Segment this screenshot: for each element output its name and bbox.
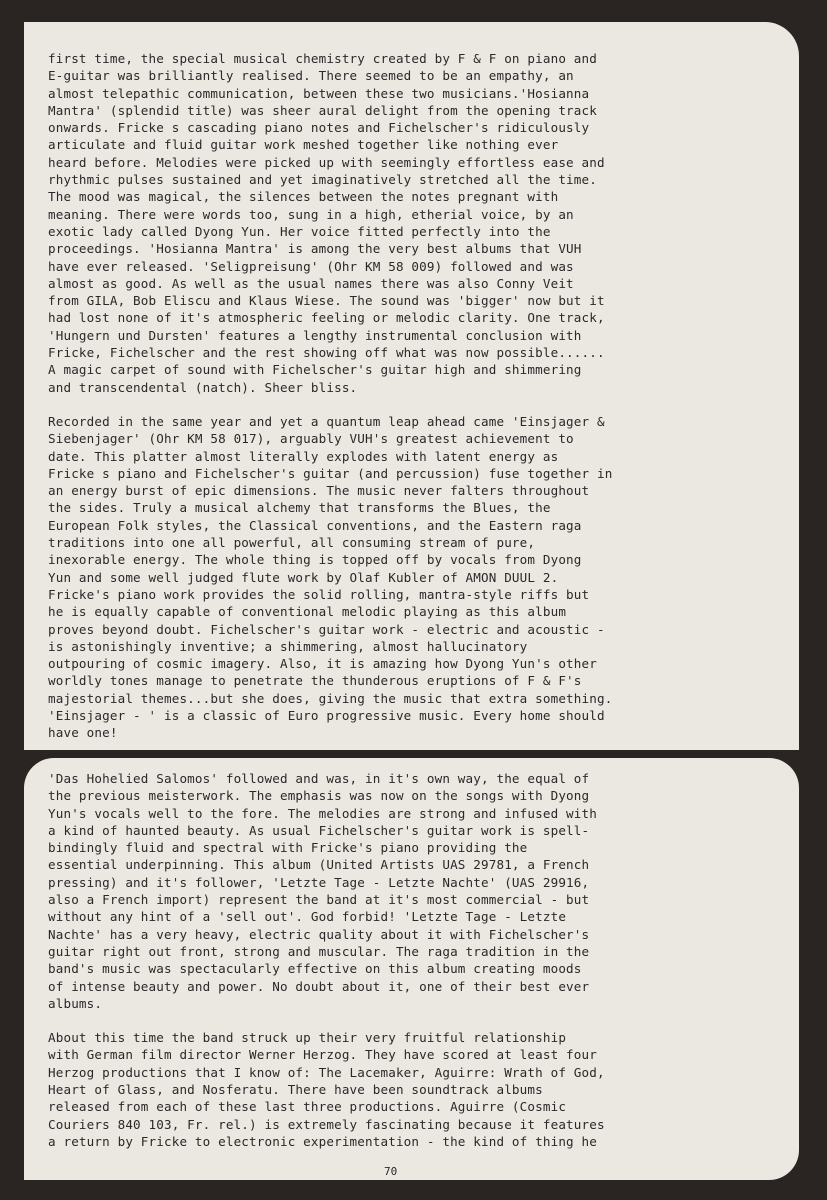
paragraph-gap [48,396,785,413]
article-paragraph-2: Recorded in the same year and yet a quantum leap ahead came 'Einsjager & Siebenjager' (Ohr KM 58 017), arguably VUH's greatest achievement to date. This platter almost literally explodes with latent energy as Fricke s piano and Fichelscher's guitar (and percussion) fuse together in an energy burst of epic dimensions. The music never falters throughout the sides. Truly a musical alchemy that transforms the Blues, the European Folk styles, the Classical conventions, and the Eastern raga traditions into one all powerful, all consuming stream of pure, inexorable energy. The whole thing is topped off by vocals from Dyong Yun and some well judged flute work by Olaf Kubler of AMON DUUL 2. Fricke's piano work provides the solid rolling, mantra-style riffs but he is equally capable of conventional melodic playing as this album proves beyond doubt. Fichelscher's guitar work - electric and acoustic - is astonishingly inventive; a shimmering, almost hallucinatory outpouring of cosmic imagery. Also, it is amazing how Dyong Yun's other worldly tones manage to penetrate the thunderous eruptions of F & F's majestorial themes...but she does, giving the music that extra something. 'Einsjager - ' is a classic of Euro progressive music. Every home should have one! [48,413,613,741]
page-number: 70 [384,1165,398,1178]
article-panel-bottom [24,758,799,1180]
article-paragraph-4: About this time the band struck up their very fruitful relationship with German film director Werner Herzog. They have scored at least four Herzog productions that I know of: The Lacemaker, Aguirre: Wrath of God, Heart of Glass, and Nosferatu. There have been soundtrack albums released from each of these last three productions. Aguirre (Cosmic Couriers 840 103, Fr. rel.) is extremely fascinating because it features a return by Fricke to electronic experimentation - the kind of thing he [48,1030,605,1149]
article-paragraph-1: first time, the special musical chemistry created by F & F on piano and E-guitar was brilliantly realised. There seemed to be an empathy, an almost telepathic communication, between these two musicians.'Hosianna Mantra' (splendid title) was sheer aural delight from the opening track onwards. Fricke s cascading piano notes and Fichelscher's ridiculously articulate and fluid guitar work meshed together like nothing ever heard before. Melodies were picked up with seemingly effortless ease and rhythmic pulses sustained and yet imaginatively stretched all the time. The mood was magical, the silences between the notes pregnant with meaning. There were words too, sung in a high, etherial voice, by an exotic lady called Dyong Yun. Her voice fitted perfectly into the proceedings. 'Hosianna Mantra' is among the very best albums that VUH have ever released. 'Seligpreisung' (Ohr KM 58 009) followed and was almost as good. As well as the usual names there was also Conny Veit from GILA, Bob Eliscu and Klaus Wiese. The sound was 'bigger' now but it had lost none of it's atmospheric feeling or melodic clarity. One track, 'Hungern und Dursten' features a lengthy instrumental conclusion with Fricke, Fichelscher and the rest showing off what was now possible...... A magic carpet of sound with Fichelscher's guitar high and shimmering and transcendental (natch). Sheer bliss. [48,51,605,395]
article-panel-top [24,22,799,750]
article-paragraph-3: 'Das Hohelied Salomos' followed and was, in it's own way, the equal of the previous meisterwork. The emphasis was now on the songs with Dyong Yun's vocals well to the fore. The melodies are strong and infused with a kind of haunted beauty. As usual Fichelscher's guitar work is spell- bindingly fluid and spectral with Fricke's piano providing the essential underpinning. This album (United Artists UAS 29781, a French pressing) and it's follower, 'Letzte Tage - Letzte Nachte' (UAS 29916, also a French import) represent the band at it's most commercial - but without any hint of a 'sell out'. God forbid! 'Letzte Tage - Letzte Nachte' has a very heavy, electric quality about it with Fichelscher's guitar right out front, strong and muscular. The raga tradition in the band's music was spectacularly effective on this album creating moods of intense beauty and power. No doubt about it, one of their best ever albums. [48,771,597,1011]
paragraph-gap [48,1012,785,1029]
